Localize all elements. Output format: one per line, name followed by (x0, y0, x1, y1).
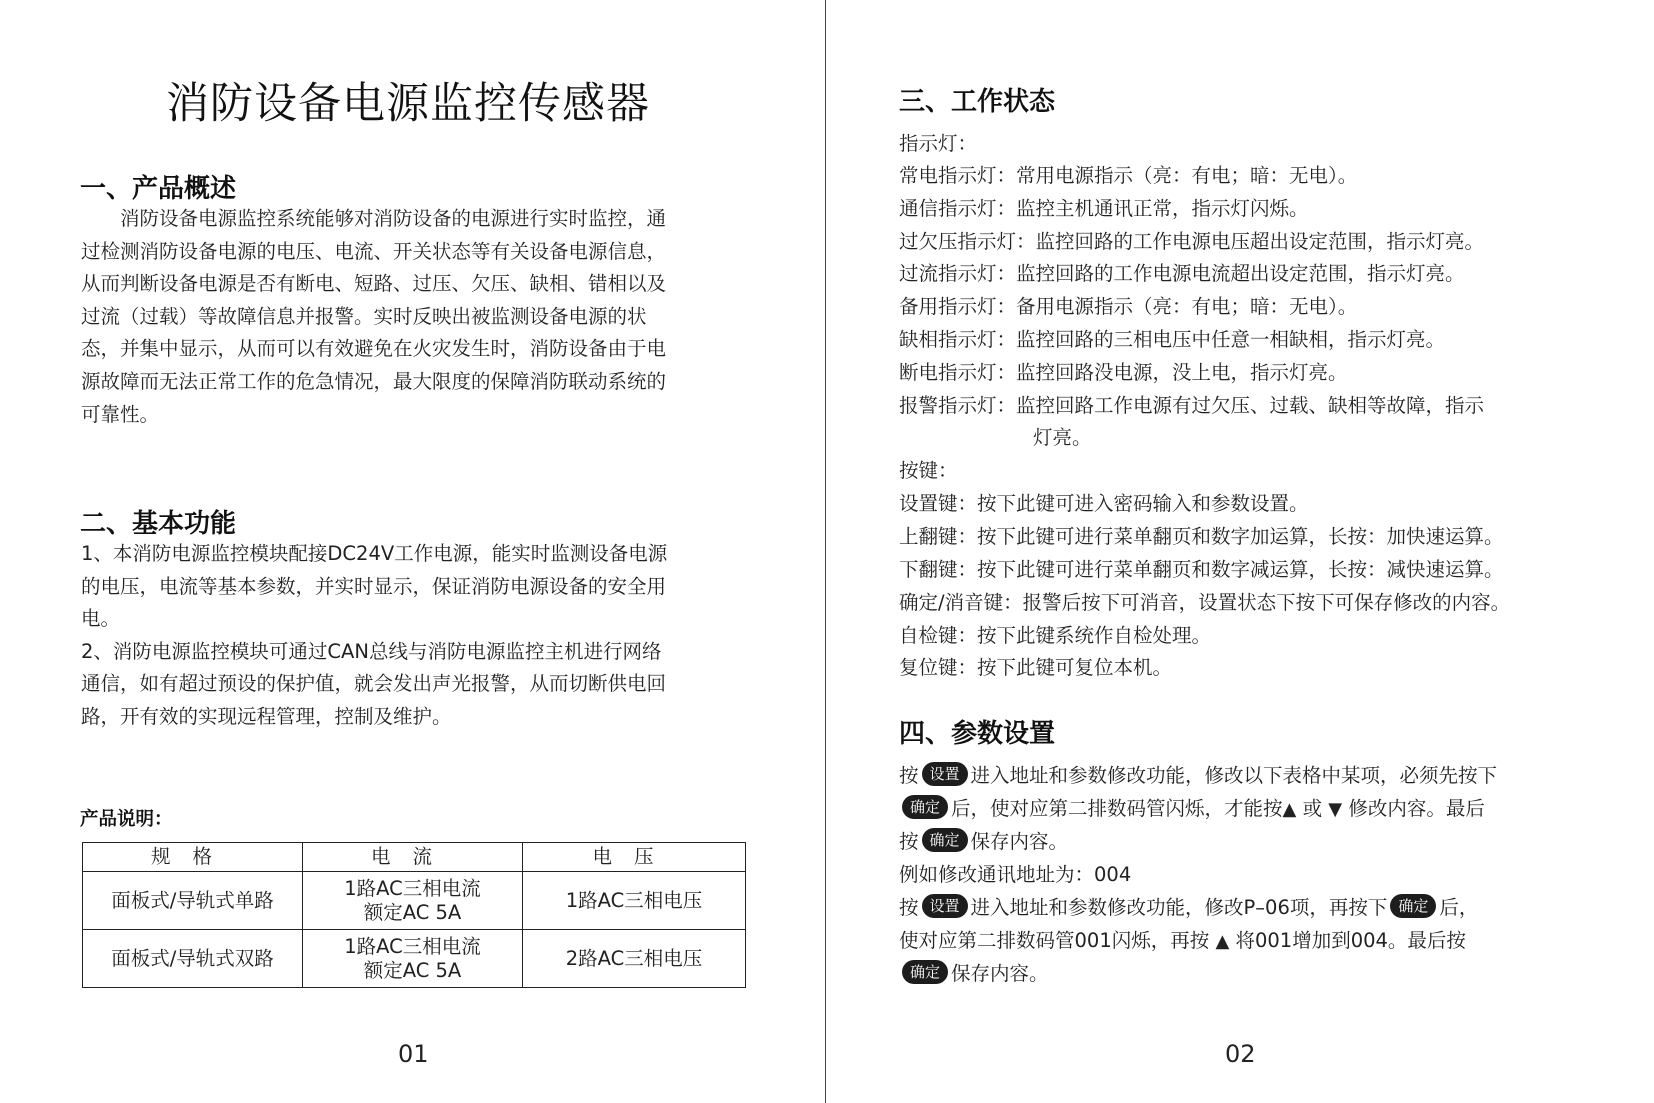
up-arrow-icon: ▲ (1215, 931, 1230, 952)
text: 或 (1302, 797, 1323, 820)
ok-key-badge: 确定 (902, 795, 948, 819)
table-cell-current (303, 930, 523, 988)
functions-paragraph (81, 538, 751, 734)
table-row (83, 930, 746, 988)
key-line: 设置键：按下此键可进入密码输入和参数设置。 (899, 492, 1309, 515)
indicator-line-continued: 灯亮。 (1033, 426, 1092, 449)
indicator-line: 报警指示灯：监控回路工作电源有过欠压、过载、缺相等故障，指示 (899, 394, 1485, 417)
current-line: 1路AC三相电流 (344, 934, 481, 958)
key-line: 自检键：按下此键系统作自检处理。 (899, 624, 1212, 647)
functions-line: 路，开有效的实现远程管理，控制及维护。 (81, 704, 452, 728)
overview-line: 过流（过载）等故障信息并报警。实时反映出被监测设备电源的状 (81, 304, 647, 328)
key-line: 复位键：按下此键可复位本机。 (899, 656, 1173, 679)
overview-paragraph (81, 203, 751, 431)
table-cell-spec: 面板式/导轨式单路 (83, 872, 303, 930)
params-line (899, 793, 1485, 821)
params-line (899, 760, 1497, 788)
key-label: 按键： (899, 459, 958, 482)
table-cell-voltage: 1路AC三相电压 (523, 872, 746, 930)
section-heading-status: 三、工作状态 (899, 87, 1056, 117)
right-page (827, 0, 1654, 1103)
text: 保存内容。 (970, 830, 1069, 853)
overview-line: 可靠性。 (81, 402, 160, 426)
indicator-line: 断电指示灯：监控回路没电源，没上电，指示灯亮。 (899, 361, 1348, 384)
table-row (83, 872, 746, 930)
current-line: 1路AC三相电流 (344, 876, 481, 900)
text: 进入地址和参数修改功能，修改P–06项，再按下 (970, 896, 1388, 919)
overview-line: 过检测消防设备电源的电压、电流、开关状态等有关设备电源信息， (81, 239, 667, 263)
spec-table (82, 842, 746, 988)
functions-line: 2、消防电源监控模块可通过CAN总线与消防电源监控主机进行网络 (81, 639, 662, 663)
table-header: 电流 (303, 843, 523, 872)
text: 修改内容。最后 (1348, 797, 1485, 820)
set-key-badge: 设置 (922, 894, 968, 918)
section-heading-overview: 一、产品概述 (80, 174, 237, 204)
page-number: 01 (398, 1040, 429, 1068)
table-header: 电压 (523, 843, 746, 872)
left-page (0, 0, 826, 1103)
table-header-row (83, 843, 746, 872)
indicator-line: 过流指示灯：监控回路的工作电源电流超出设定范围，指示灯亮。 (899, 262, 1465, 285)
overview-line: 从而判断设备电源是否有断电、短路、过压、欠压、缺相、错相以及 (81, 272, 667, 296)
params-line (899, 826, 1068, 854)
text: 进入地址和参数修改功能，修改以下表格中某项，必须先按下 (970, 764, 1498, 787)
table-header: 规格 (83, 843, 303, 872)
set-key-badge: 设置 (922, 762, 968, 786)
params-line (899, 892, 1478, 920)
indicator-line: 缺相指示灯：监控回路的三相电压中任意一相缺相，指示灯亮。 (899, 328, 1446, 351)
table-cell-spec: 面板式/导轨式双路 (83, 930, 303, 988)
table-cell-current (303, 872, 523, 930)
overview-line: 源故障而无法正常工作的危急情况，最大限度的保障消防联动系统的 (81, 369, 667, 393)
text: 将001增加到004。最后按 (1235, 929, 1466, 952)
current-line: 额定AC 5A (363, 900, 462, 924)
text: 按 (899, 830, 919, 853)
indicator-line: 常电指示灯：常用电源指示（亮：有电；暗：无电）。 (899, 164, 1358, 187)
ok-key-badge: 确定 (1390, 894, 1436, 918)
functions-line: 电。 (81, 607, 121, 631)
text: 按 (899, 764, 919, 787)
indicator-line: 过欠压指示灯：监控回路的工作电源电压超出设定范围，指示灯亮。 (899, 230, 1485, 253)
ok-key-badge: 确定 (902, 960, 948, 984)
page-number: 02 (1225, 1040, 1256, 1068)
text: 使对应第二排数码管001闪烁，再按 (899, 929, 1210, 952)
key-line: 上翻键：按下此键可进行菜单翻页和数字加运算，长按：加快速运算。 (899, 525, 1504, 548)
up-arrow-icon: ▲ (1282, 799, 1297, 820)
table-cell-voltage: 2路AC三相电压 (523, 930, 746, 988)
down-arrow-icon: ▼ (1328, 799, 1343, 820)
text: 后， (1439, 896, 1479, 919)
functions-line: 1、本消防电源监控模块配接DC24V工作电源，能实时监测设备电源 (81, 542, 668, 565)
section-heading-functions: 二、基本功能 (80, 509, 237, 539)
section-heading-params: 四、参数设置 (899, 719, 1056, 749)
indicator-line: 通信指示灯：监控主机通讯正常，指示灯闪烁。 (899, 197, 1309, 220)
overview-line: 消防设备电源监控系统能够对消防设备的电源进行实时监控，通 (81, 207, 667, 230)
current-line: 额定AC 5A (363, 958, 462, 982)
document-title: 消防设备电源监控传感器 (166, 79, 650, 129)
text: 后，使对应第二排数码管闪烁，才能按 (951, 797, 1283, 820)
ok-key-badge: 确定 (922, 828, 968, 852)
params-line (899, 925, 1466, 953)
key-line: 确定/消音键：报警后按下可消音，设置状态下按下可保存修改的内容。 (899, 591, 1511, 614)
params-line (899, 958, 1049, 986)
key-line: 下翻键：按下此键可进行菜单翻页和数字减运算，长按：减快速运算。 (899, 558, 1504, 581)
overview-line: 态，并集中显示，从而可以有效避免在火灾发生时，消防设备由于电 (81, 337, 667, 361)
indicator-line: 备用指示灯：备用电源指示（亮：有电；暗：无电）。 (899, 295, 1358, 318)
product-note-label: 产品说明： (80, 809, 173, 830)
functions-line: 通信，如有超过预设的保护值，就会发出声光报警，从而切断供电回 (81, 672, 667, 696)
indicator-label: 指示灯： (899, 132, 978, 155)
functions-line: 的电压，电流等基本参数，并实时显示，保证消防电源设备的安全用 (81, 574, 667, 598)
params-line: 例如修改通讯地址为：004 (899, 863, 1132, 886)
text: 按 (899, 896, 919, 919)
text: 保存内容。 (951, 962, 1049, 985)
